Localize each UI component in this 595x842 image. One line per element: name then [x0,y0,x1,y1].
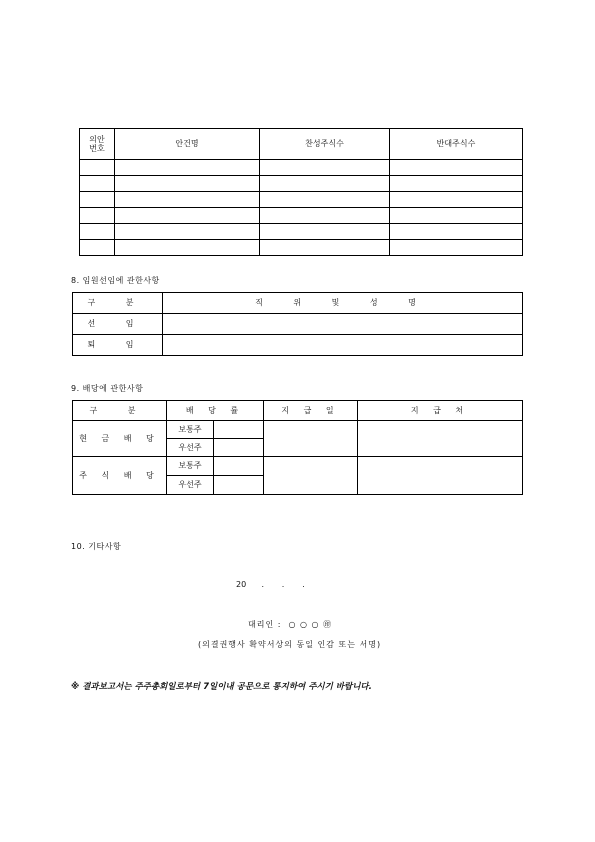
agenda-table [79,128,523,256]
dividend-table [72,400,523,495]
cash-common-rate[interactable] [214,421,264,439]
footer-note: ※ 결과보고서는 주주총회일로부터 7일이내 공문으로 통지하여 주시기 바랍니다. [71,682,372,692]
dividend-header-date: 지 급 일 [264,401,358,421]
officer-label-resigned: 퇴 임 [73,335,163,356]
agenda-cell[interactable] [260,240,390,256]
agenda-cell[interactable] [115,224,260,240]
agenda-row [80,192,523,208]
agenda-row [80,176,523,192]
agenda-cell[interactable] [260,176,390,192]
stock-payment-date[interactable] [264,457,358,495]
cash-payment-place[interactable] [358,421,523,457]
officer-header-category: 구 분 [73,293,163,314]
stock-dividend-common-row [73,457,523,476]
agenda-cell[interactable] [80,176,115,192]
agenda-header-number: 의안 번호 [80,129,115,160]
section8-title: 8. 임원선임에 관한사항 [71,276,160,285]
agenda-cell[interactable] [260,208,390,224]
agenda-cell[interactable] [115,240,260,256]
agenda-header-no: 반대주식수 [390,129,523,160]
officer-label-appointed: 선 임 [73,314,163,335]
agenda-cell[interactable] [115,176,260,192]
officer-table [72,292,523,356]
section9-title: 9. 배당에 관한사항 [71,384,144,393]
agenda-row [80,224,523,240]
agenda-cell[interactable] [115,160,260,176]
agenda-cell[interactable] [80,160,115,176]
stock-common-rate[interactable] [214,457,264,476]
agenda-cell[interactable] [115,192,260,208]
cash-common-label: 보통주 [167,421,214,439]
agenda-cell[interactable] [80,192,115,208]
agenda-cell[interactable] [80,208,115,224]
dividend-header-row [73,401,523,421]
cash-preferred-rate[interactable] [214,439,264,457]
stock-dividend-label: 주 식 배 당 [73,457,167,495]
agent-line: 대리인 : ○ ○ ○ ㊞ [248,620,333,629]
agenda-row [80,160,523,176]
agenda-cell[interactable] [80,224,115,240]
stock-payment-place[interactable] [358,457,523,495]
officer-header-row [73,293,523,314]
date-line: 20 . . . [236,580,305,589]
officer-header-position: 직 위 및 성 명 [163,293,523,314]
dividend-header-rate: 배 당 률 [167,401,264,421]
agenda-cell[interactable] [260,160,390,176]
agenda-row [80,208,523,224]
agenda-cell[interactable] [390,192,523,208]
agenda-header-yes: 찬성주식수 [260,129,390,160]
officer-row-resigned [73,335,523,356]
stock-common-label: 보통주 [167,457,214,476]
agenda-cell[interactable] [80,240,115,256]
dividend-header-place: 지 급 처 [358,401,523,421]
officer-value-resigned[interactable] [163,335,523,356]
stock-preferred-rate[interactable] [214,476,264,495]
cash-dividend-common-row [73,421,523,439]
agenda-row [80,240,523,256]
cash-preferred-label: 우선주 [167,439,214,457]
agenda-header-row [80,129,523,160]
agenda-cell[interactable] [260,192,390,208]
agenda-cell[interactable] [390,224,523,240]
agenda-cell[interactable] [115,208,260,224]
agenda-cell[interactable] [390,208,523,224]
cash-payment-date[interactable] [264,421,358,457]
agenda-cell[interactable] [260,224,390,240]
agenda-cell[interactable] [390,240,523,256]
section10-title: 10. 기타사항 [71,542,122,551]
officer-row-appointed [73,314,523,335]
stock-preferred-label: 우선주 [167,476,214,495]
agenda-header-name: 안건명 [115,129,260,160]
dividend-header-category: 구 분 [73,401,167,421]
agenda-cell[interactable] [390,160,523,176]
agenda-cell[interactable] [390,176,523,192]
cash-dividend-label: 현 금 배 당 [73,421,167,457]
officer-value-appointed[interactable] [163,314,523,335]
agent-note: (의결권행사 확약서상의 동일 인감 또는 서명) [198,640,382,649]
